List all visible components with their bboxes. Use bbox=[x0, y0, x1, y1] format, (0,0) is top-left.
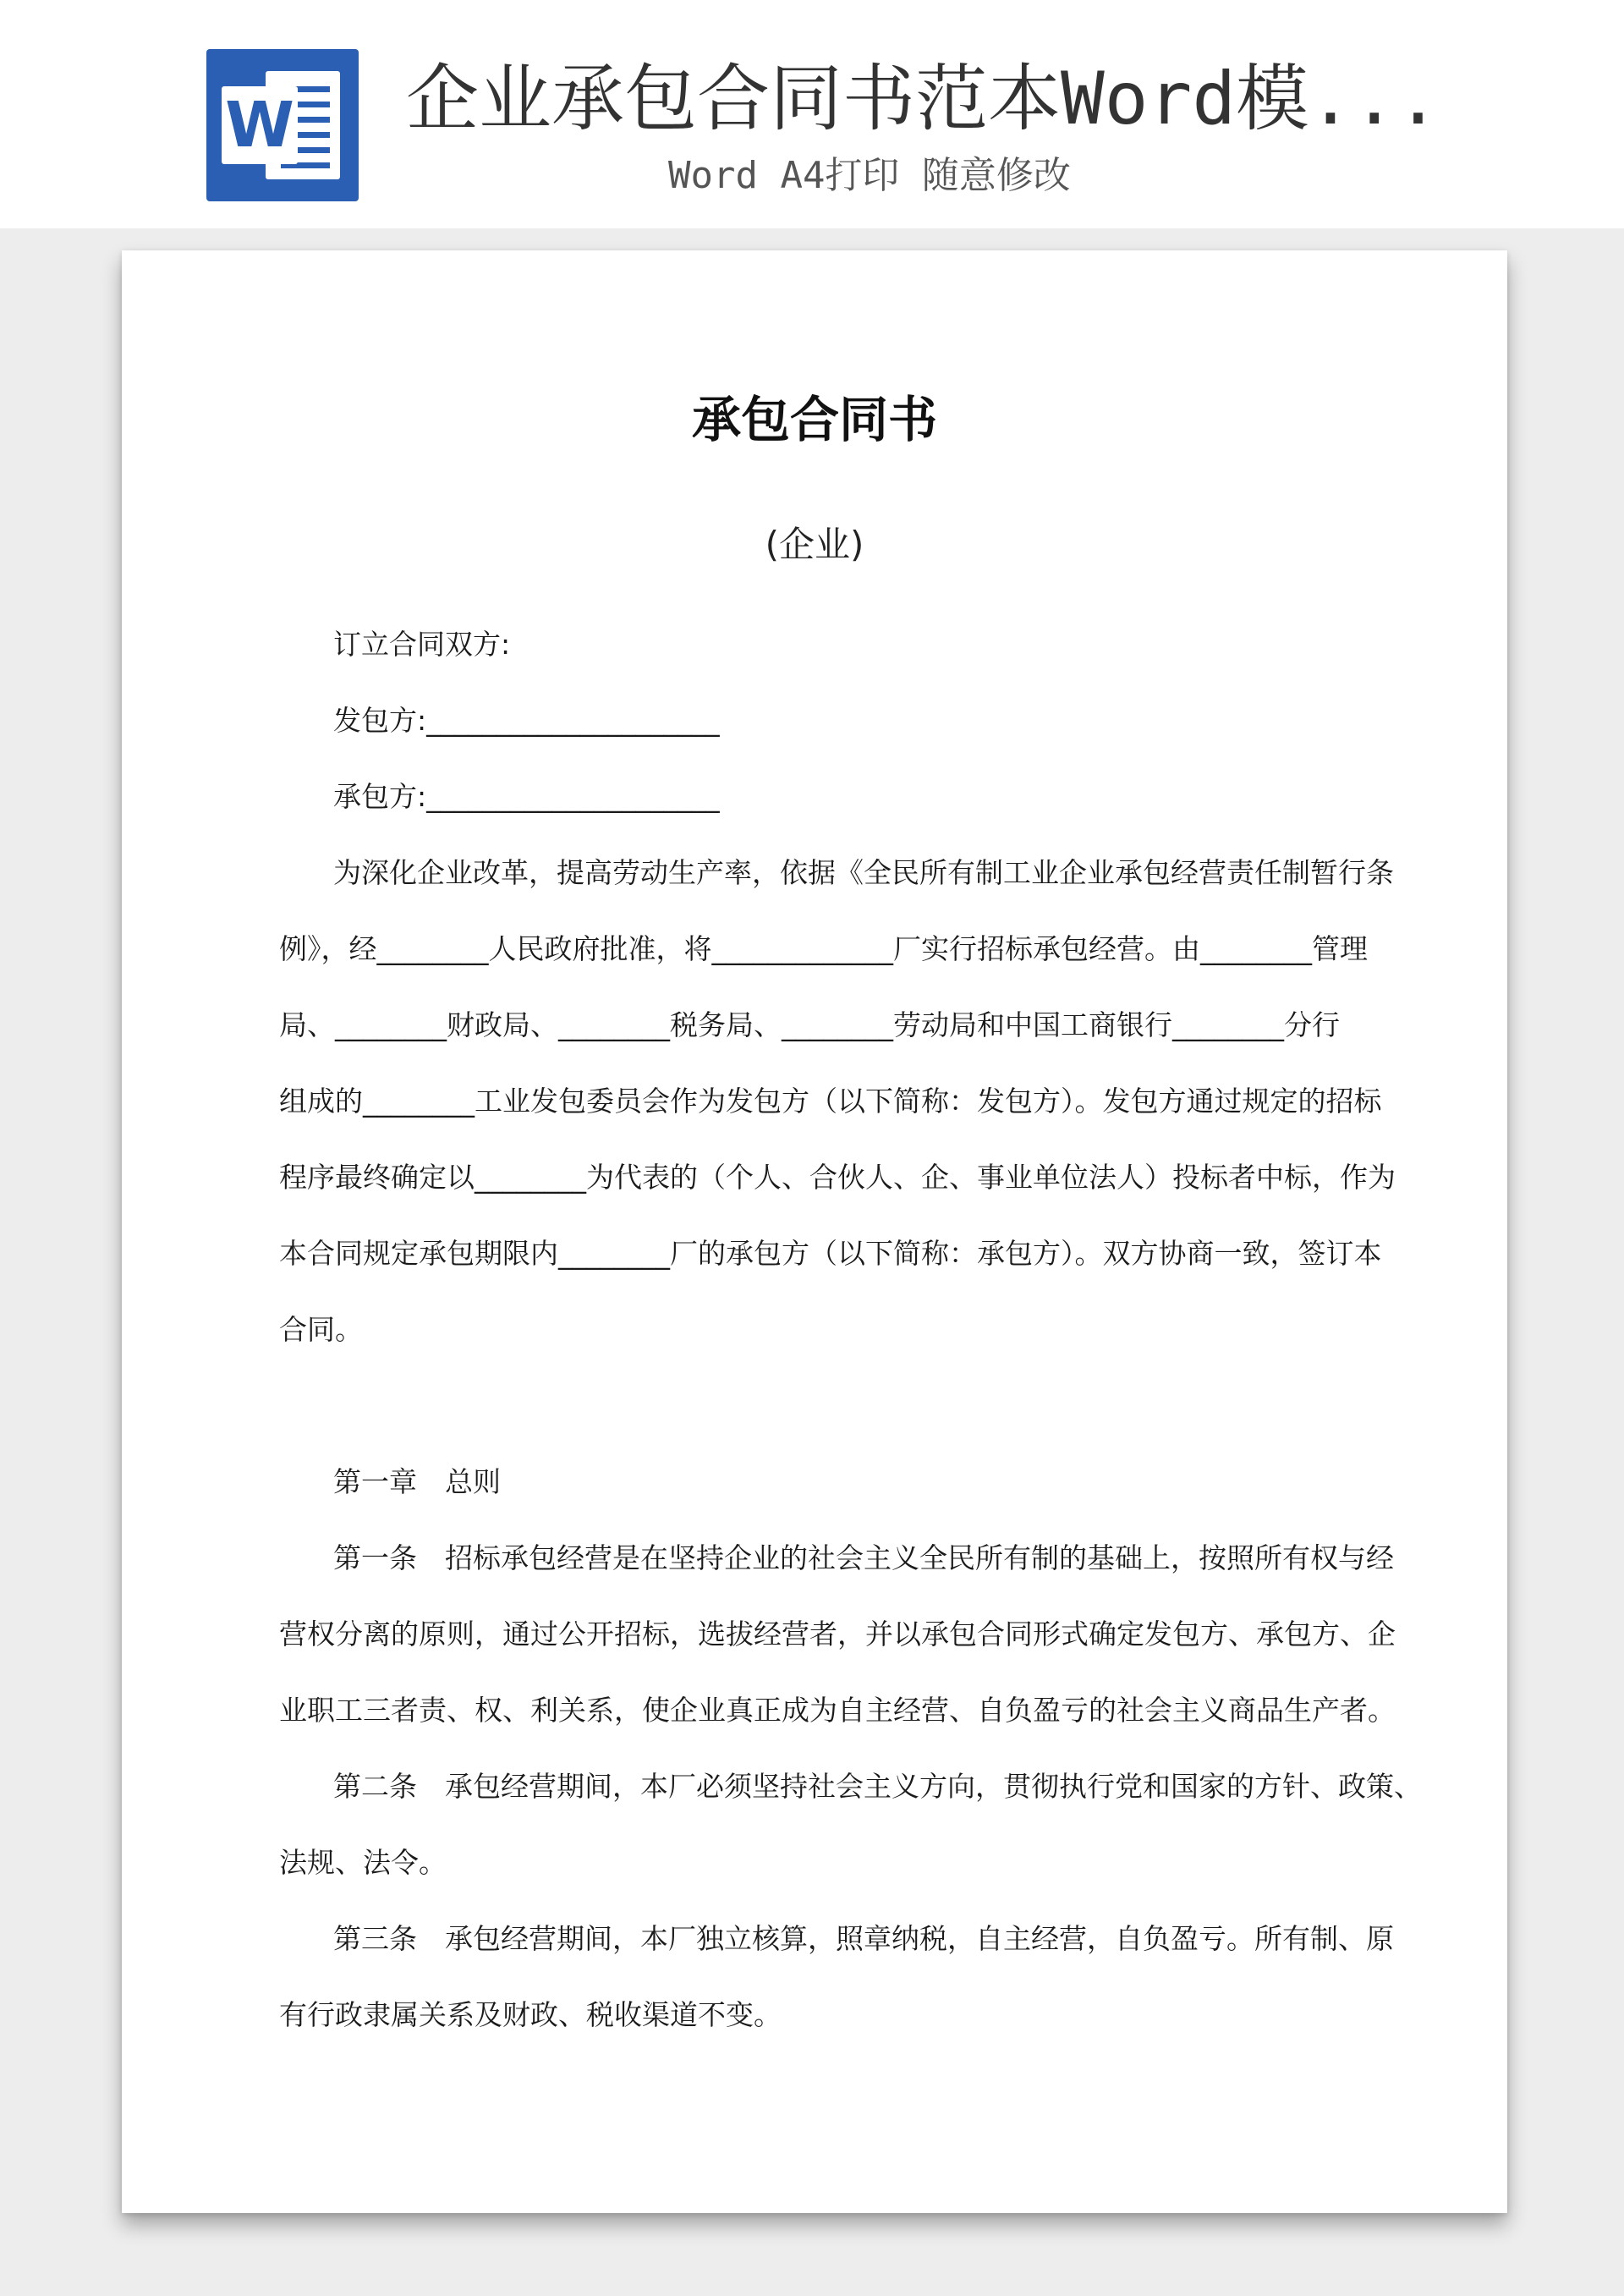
chapter-heading: 第一章 总则 bbox=[333, 1465, 501, 1498]
parties-heading: 订立合同双方: bbox=[333, 628, 511, 661]
template-banner bbox=[0, 0, 1624, 228]
document-page bbox=[122, 250, 1507, 2213]
preamble-line: 本合同规定承包期限内________厂的承包方（以下简称：承包方）。双方协商一致，签订本 bbox=[279, 1237, 1382, 1270]
word-icon bbox=[206, 49, 359, 201]
preamble-line: 合同。 bbox=[279, 1313, 363, 1346]
article-1-line: 业职工三者责、权、利关系，使企业真正成为自主经营、自负盈亏的社会主义商品生产者。 bbox=[279, 1694, 1396, 1727]
preamble-line: 为深化企业改革，提高劳动生产率，依据《全民所有制工业企业承包经营责任制暂行条 bbox=[333, 856, 1394, 889]
employer-field: 发包方:_____________________ bbox=[333, 704, 720, 737]
article-2-line: 法规、法令。 bbox=[279, 1846, 447, 1879]
contractor-field: 承包方:_____________________ bbox=[333, 780, 720, 813]
preamble-line: 组成的________工业发包委员会作为发包方（以下简称：发包方）。发包方通过规定的招标 bbox=[279, 1085, 1382, 1118]
word-icon-letter: W bbox=[222, 86, 298, 164]
preamble-line: 例》，经________人民政府批准，将_____________厂实行招标承包经营。由________管理 bbox=[279, 932, 1368, 965]
template-subtitle: Word A4打印 随意修改 bbox=[668, 154, 1071, 197]
article-1-line: 第一条 招标承包经营是在坚持企业的社会主义全民所有制的基础上，按照所有权与经 bbox=[333, 1541, 1394, 1574]
article-2-line: 第二条 承包经营期间，本厂必须坚持社会主义方向，贯彻执行党和国家的方针、政策、 bbox=[333, 1770, 1422, 1803]
article-3-line: 有行政隶属关系及财政、税收渠道不变。 bbox=[279, 1998, 782, 2031]
document-subtitle: (企业) bbox=[765, 524, 864, 565]
preamble-line: 局、________财政局、________税务局、________劳动局和中国工商银行________分行 bbox=[279, 1008, 1340, 1041]
article-3-line: 第三条 承包经营期间，本厂独立核算，照章纳税，自主经营，自负盈亏。所有制、原 bbox=[333, 1922, 1394, 1955]
preamble-line: 程序最终确定以________为代表的（个人、合伙人、企、事业单位法人）投标者中标，作为 bbox=[279, 1161, 1396, 1194]
document-title: 承包合同书 bbox=[691, 391, 937, 448]
article-1-line: 营权分离的原则，通过公开招标，选拔经营者，并以承包合同形式确定发包方、承包方、企 bbox=[279, 1618, 1396, 1651]
template-title: 企业承包合同书范本Word模... bbox=[406, 57, 1440, 141]
